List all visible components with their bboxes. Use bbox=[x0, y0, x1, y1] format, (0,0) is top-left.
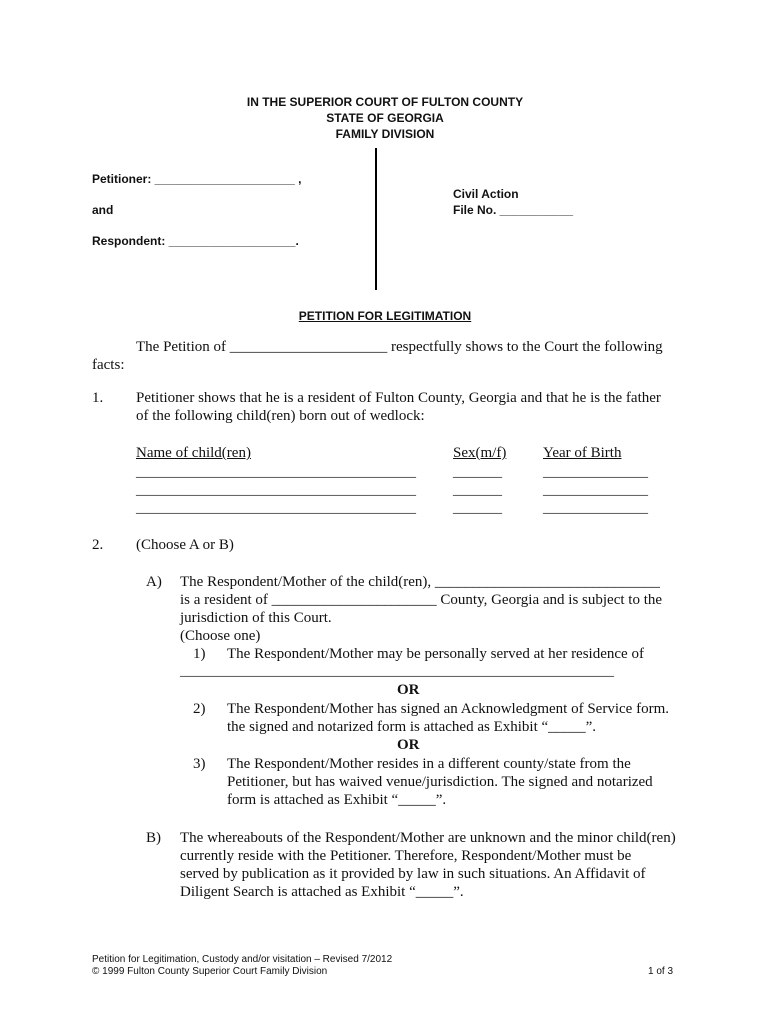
option-a3-line3: form is attached as Exhibit “_____”. bbox=[227, 792, 447, 808]
option-a1-line1: The Respondent/Mother may be personally served at her residence of bbox=[227, 646, 644, 662]
court-header-line2: STATE OF GEORGIA bbox=[326, 111, 444, 125]
item2-text: (Choose A or B) bbox=[136, 537, 234, 553]
or-separator: OR bbox=[397, 682, 420, 698]
file-number-line: File No. ___________ bbox=[453, 203, 574, 217]
court-header-line3: FAMILY DIVISION bbox=[335, 127, 435, 141]
item1-line1: Petitioner shows that he is a resident of Fulton County, Georgia and that he is the father bbox=[136, 390, 661, 406]
page-number: 1 of 3 bbox=[648, 966, 674, 977]
option-b-label: B) bbox=[146, 830, 161, 846]
child-sex-blank[interactable]: _______ bbox=[453, 501, 502, 516]
item1-line2: of the following child(ren) born out of wedlock: bbox=[136, 408, 425, 424]
option-a1-number: 1) bbox=[193, 646, 206, 662]
petitioner-line: Petitioner: _____________________ , bbox=[92, 172, 302, 186]
intro-line2: facts: bbox=[92, 357, 125, 373]
child-year-blank[interactable]: _______________ bbox=[543, 483, 648, 498]
civil-action-label: Civil Action bbox=[453, 187, 519, 201]
column-header-sex: Sex(m/f) bbox=[453, 445, 507, 461]
option-a-label: A) bbox=[146, 574, 162, 590]
option-a2-line1: The Respondent/Mother has signed an Acknowledgment of Service form. bbox=[227, 701, 669, 717]
option-a-line1: The Respondent/Mother of the child(ren), ______________________________ bbox=[180, 574, 660, 590]
option-a-line3: jurisdiction of this Court. bbox=[180, 610, 332, 626]
footer-revision: Petition for Legitimation, Custody and/or visitation – Revised 7/2012 bbox=[92, 954, 393, 965]
option-b-line2: currently reside with the Petitioner. Therefore, Respondent/Mother must be bbox=[180, 848, 632, 864]
and-label: and bbox=[92, 203, 114, 217]
or-separator: OR bbox=[397, 737, 420, 753]
option-a-line2: is a resident of ______________________ County, Georgia and is subject to the bbox=[180, 592, 663, 608]
option-b-line1: The whereabouts of the Respondent/Mother are unknown and the minor child(ren) bbox=[180, 830, 676, 846]
column-header-year: Year of Birth bbox=[543, 445, 622, 461]
child-name-blank[interactable]: ________________________________________ bbox=[136, 501, 416, 516]
document-title: PETITION FOR LEGITIMATION bbox=[298, 309, 472, 323]
child-year-blank[interactable]: _______________ bbox=[543, 465, 648, 480]
column-header-name: Name of child(ren) bbox=[136, 445, 251, 461]
court-header-line1: IN THE SUPERIOR COURT OF FULTON COUNTY bbox=[246, 95, 524, 109]
child-name-blank[interactable]: ________________________________________ bbox=[136, 465, 416, 480]
child-name-blank[interactable]: ________________________________________ bbox=[136, 483, 416, 498]
respondent-line: Respondent: ___________________. bbox=[92, 234, 299, 248]
option-b-line4: Diligent Search is attached as Exhibit “_____”. bbox=[180, 884, 464, 900]
caption-divider bbox=[375, 148, 377, 290]
footer-copyright: © 1999 Fulton County Superior Court Family Division bbox=[92, 966, 328, 977]
option-a-line4: (Choose one) bbox=[180, 628, 261, 644]
option-a3-line2: Petitioner, but has waived venue/jurisdiction. The signed and notarized bbox=[227, 774, 653, 790]
option-b-line3: served by publication as it provided by law in such situations. An Affidavit of bbox=[180, 866, 646, 882]
item1-number: 1. bbox=[92, 390, 104, 406]
child-sex-blank[interactable]: _______ bbox=[453, 465, 502, 480]
item2-number: 2. bbox=[92, 537, 104, 553]
option-a3-line1: The Respondent/Mother resides in a different county/state from the bbox=[227, 756, 631, 772]
child-sex-blank[interactable]: _______ bbox=[453, 483, 502, 498]
residence-blank[interactable]: ______________________________________________________________ bbox=[180, 664, 614, 679]
option-a2-line2: the signed and notarized form is attached as Exhibit “_____”. bbox=[227, 719, 597, 735]
option-a2-number: 2) bbox=[193, 701, 206, 717]
option-a3-number: 3) bbox=[193, 756, 206, 772]
child-year-blank[interactable]: _______________ bbox=[543, 501, 648, 516]
intro-line1: The Petition of _____________________ respectfully shows to the Court the following bbox=[136, 339, 663, 355]
